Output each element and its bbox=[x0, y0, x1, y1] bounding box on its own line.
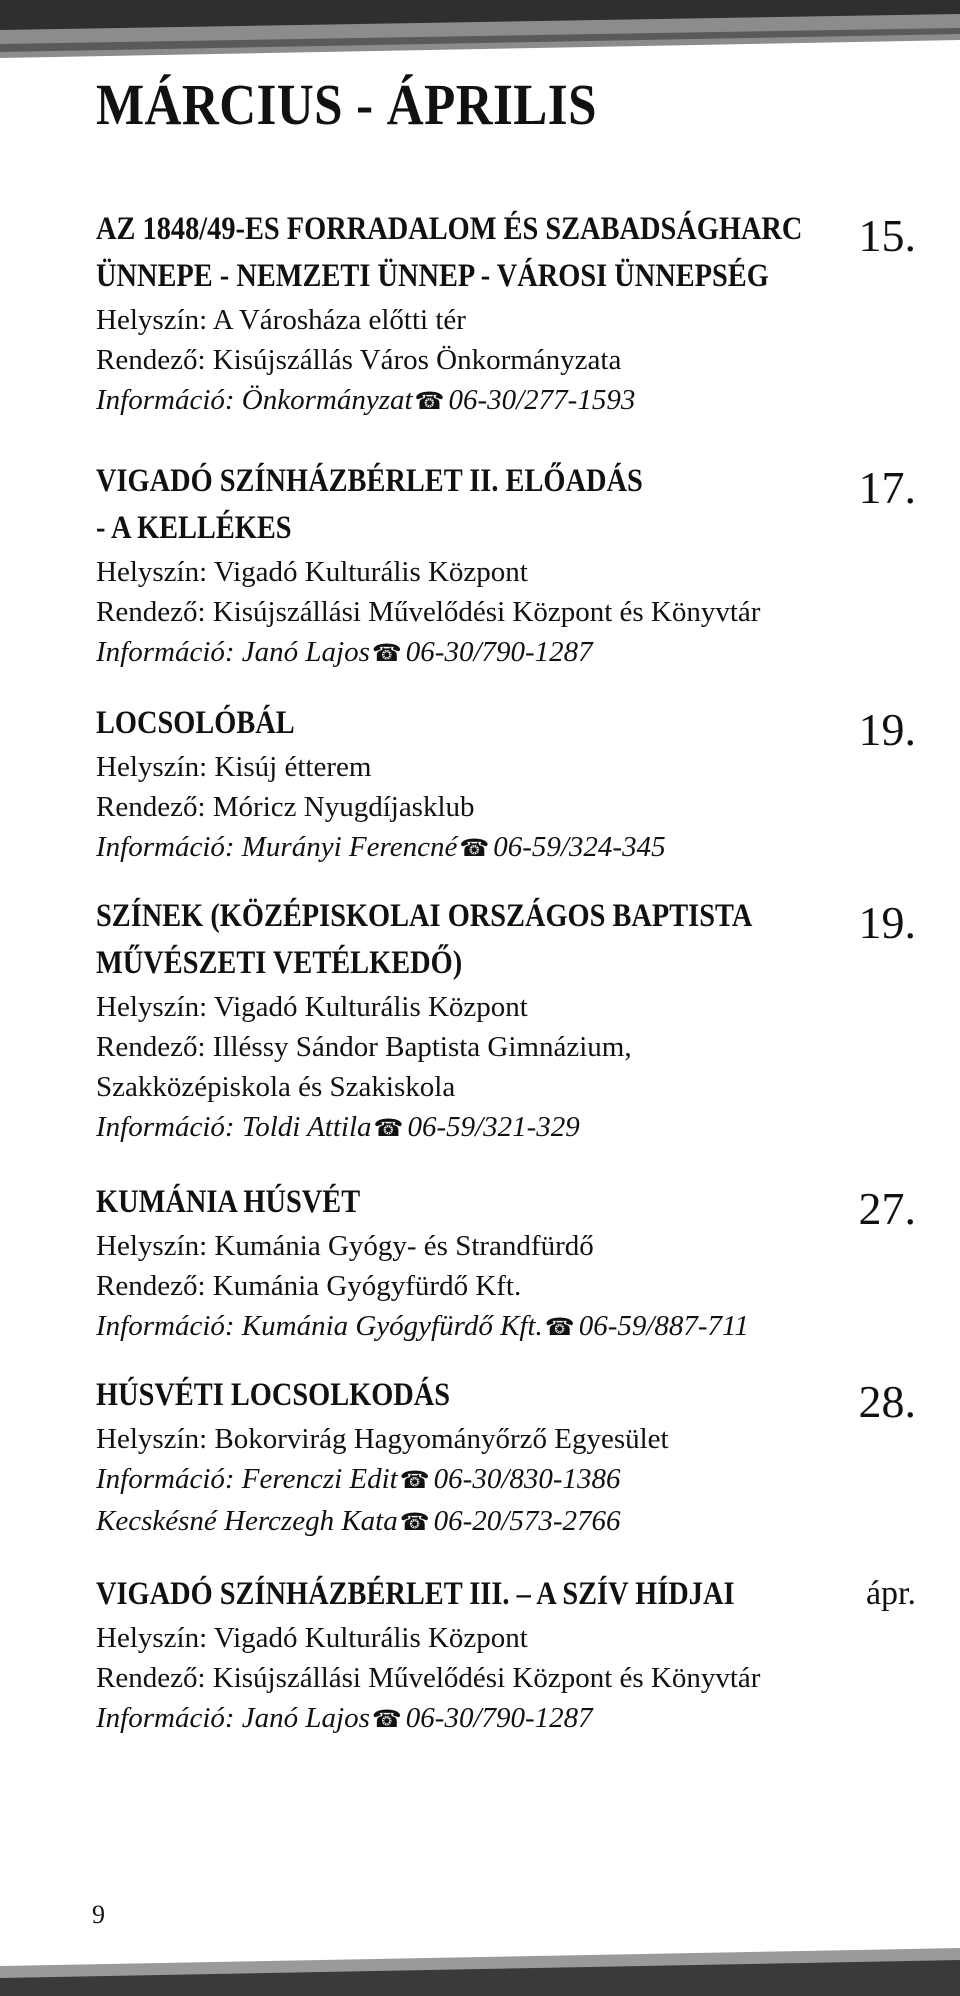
info-phone: 06-59/321-329 bbox=[407, 1111, 580, 1143]
top-decorative-band bbox=[0, 0, 960, 62]
event-title: KUMÁNIA HÚSVÉT bbox=[96, 1184, 361, 1220]
page-number: 9 bbox=[92, 1900, 105, 1929]
event-organizer: Rendező: Illéssy Sándor Baptista Gimnázium, bbox=[96, 1031, 632, 1063]
event-info bbox=[96, 1459, 806, 1501]
event-date: 28. bbox=[858, 1376, 916, 1427]
event-date: ápr. bbox=[865, 1575, 916, 1612]
event-title: VIGADÓ SZÍNHÁZBÉRLET III. – A SZÍV HÍDJAI bbox=[96, 1576, 735, 1612]
event-date: 17. bbox=[858, 462, 916, 513]
info-phone: 06-30/790-1287 bbox=[405, 1702, 593, 1734]
event-item bbox=[96, 458, 916, 674]
event-venue: Helyszín: Vigadó Kulturális Központ bbox=[96, 556, 528, 588]
telephone-icon: ☎ bbox=[399, 1468, 430, 1494]
event-info bbox=[96, 632, 806, 674]
info-phone: 06-30/790-1287 bbox=[405, 636, 593, 668]
info-contact: Információ: Önkormányzat bbox=[96, 384, 413, 416]
event-date: 27. bbox=[858, 1183, 916, 1234]
info-phone: 06-20/573-2766 bbox=[433, 1505, 621, 1537]
event-venue: Helyszín: Vigadó Kulturális Központ bbox=[96, 991, 528, 1023]
bottom-decorative-band bbox=[0, 1936, 960, 1996]
event-date: 19. bbox=[858, 704, 916, 755]
event-organizer: Rendező: Kumánia Gyógyfürdő Kft. bbox=[96, 1270, 522, 1302]
info-contact: Információ: Kumánia Gyógyfürdő Kft. bbox=[96, 1310, 543, 1342]
event-title: - A KELLÉKES bbox=[96, 510, 292, 546]
event-title: AZ 1848/49-ES FORRADALOM ÉS SZABADSÁGHARC bbox=[96, 211, 803, 247]
info-phone: 06-30/830-1386 bbox=[433, 1463, 621, 1495]
event-info bbox=[96, 1306, 806, 1348]
event-venue: Helyszín: Vigadó Kulturális Központ bbox=[96, 1622, 528, 1654]
event-organizer: Rendező: Kisújszállási Művelődési Központ és Könyvtár bbox=[96, 596, 761, 628]
event-info bbox=[96, 1107, 806, 1149]
event-organizer: Rendező: Móricz Nyugdíjasklub bbox=[96, 791, 475, 823]
event-info bbox=[96, 1698, 806, 1740]
event-title: LOCSOLÓBÁL bbox=[96, 705, 295, 741]
event-venue: Helyszín: Kumánia Gyógy- és Strandfürdő bbox=[96, 1230, 594, 1262]
event-title: MŰVÉSZETI VETÉLKEDŐ) bbox=[96, 945, 463, 981]
event-venue: Helyszín: A Városháza előtti tér bbox=[96, 304, 466, 336]
event-item bbox=[96, 1571, 916, 1740]
info-contact: Információ: Toldi Attila bbox=[96, 1111, 372, 1143]
telephone-icon: ☎ bbox=[544, 1315, 575, 1341]
event-info bbox=[96, 380, 806, 422]
telephone-icon: ☎ bbox=[414, 389, 445, 415]
event-date: 15. bbox=[858, 210, 916, 261]
event-organizer: Rendező: Kisújszállás Város Önkormányzata bbox=[96, 344, 622, 376]
telephone-icon: ☎ bbox=[371, 641, 402, 667]
info-phone: 06-30/277-1593 bbox=[448, 384, 636, 416]
info-contact: Információ: Murányi Ferencné bbox=[96, 831, 458, 863]
info-phone: 06-59/887-711 bbox=[578, 1310, 749, 1342]
event-organizer: Rendező: Kisújszállási Művelődési Központ és Könyvtár bbox=[96, 1662, 761, 1694]
page-title: MÁRCIUS - ÁPRILIS bbox=[96, 72, 597, 137]
event-title: HÚSVÉTI LOCSOLKODÁS bbox=[96, 1377, 451, 1413]
info-contact: Információ: Ferenczi Edit bbox=[96, 1463, 398, 1495]
info-contact: Információ: Janó Lajos bbox=[96, 1702, 370, 1734]
event-venue: Helyszín: Kisúj étterem bbox=[96, 751, 372, 783]
event-item bbox=[96, 700, 916, 869]
info-phone: 06-59/324-345 bbox=[493, 831, 666, 863]
event-title: SZÍNEK (KÖZÉPISKOLAI ORSZÁGOS BAPTISTA bbox=[96, 898, 753, 934]
event-venue: Helyszín: Bokorvirág Hagyományőrző Egyesület bbox=[96, 1423, 669, 1455]
event-item bbox=[96, 893, 916, 1149]
telephone-icon: ☎ bbox=[371, 1707, 402, 1733]
event-date: 19. bbox=[858, 897, 916, 948]
info-contact: Kecskésné Herczegh Kata bbox=[96, 1505, 398, 1537]
telephone-icon: ☎ bbox=[459, 836, 490, 862]
event-list bbox=[96, 180, 916, 1740]
telephone-icon: ☎ bbox=[399, 1510, 430, 1536]
event-organizer: Szakközépiskola és Szakiskola bbox=[96, 1071, 456, 1103]
event-item bbox=[96, 1372, 916, 1543]
telephone-icon: ☎ bbox=[373, 1116, 404, 1142]
event-title: VIGADÓ SZÍNHÁZBÉRLET II. ELŐADÁS bbox=[96, 463, 643, 499]
event-item bbox=[96, 1179, 916, 1348]
event-info bbox=[96, 1501, 806, 1543]
event-title: ÜNNEPE - NEMZETI ÜNNEP - VÁROSI ÜNNEPSÉG bbox=[96, 258, 769, 294]
event-info bbox=[96, 827, 806, 869]
info-contact: Információ: Janó Lajos bbox=[96, 636, 370, 668]
event-item bbox=[96, 206, 916, 422]
